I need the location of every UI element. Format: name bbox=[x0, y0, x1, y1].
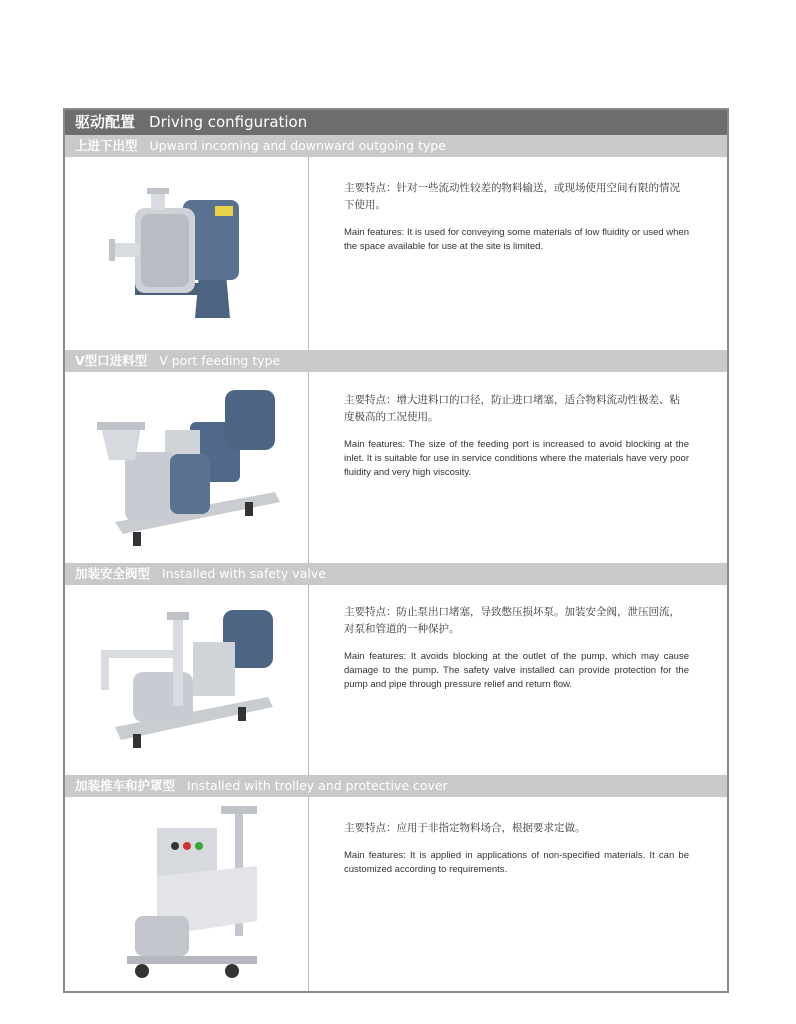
section-header-upward-downward bbox=[65, 135, 727, 157]
section-title-cn: V型口进料型 bbox=[75, 353, 148, 368]
description-en: Main features: It is used for conveying some materials of low fluidity or used when the space available for use at the site is limited. bbox=[344, 227, 689, 252]
pump-upward-downward-image bbox=[105, 188, 245, 327]
section-title-en: V port feeding type bbox=[159, 353, 281, 368]
pump-v-port-image bbox=[95, 382, 285, 556]
section-header-trolley-cover bbox=[65, 775, 727, 797]
pump-safety-valve-image bbox=[93, 602, 283, 766]
section-title-en: Installed with trolley and protective cover bbox=[187, 778, 448, 793]
description-cn: 主要特点：针对一些流动性较差的物料输送，或现场使用空间有限的情况下使用。 bbox=[344, 182, 680, 211]
description-en: Main features: The size of the feeding port is increased to avoid blocking at the inlet. It is suitable for use in service conditions where the materials have very poor fluidity and very high viscosity. bbox=[344, 439, 689, 478]
section-title-en: Upward incoming and downward outgoing type bbox=[149, 138, 446, 153]
pump-trolley-image bbox=[117, 806, 267, 990]
section-header-v-port bbox=[65, 350, 727, 372]
description-cn: 主要特点：防止泵出口堵塞，导致憋压损坏泵。加装安全阀，泄压回流，对泵和管道的一种保护。 bbox=[344, 606, 680, 635]
column-divider bbox=[308, 585, 309, 775]
section-title-cn: 加装安全阀型 bbox=[75, 566, 151, 581]
page-title bbox=[65, 110, 727, 135]
section-title-cn: 上进下出型 bbox=[75, 138, 138, 153]
driving-configuration-panel bbox=[63, 108, 729, 993]
description-cn: 主要特点：应用于非指定物料场合，根据要求定做。 bbox=[344, 822, 586, 834]
section-description bbox=[344, 604, 689, 692]
section-description bbox=[344, 392, 689, 480]
description-en: Main features: It avoids blocking at the outlet of the pump, which may cause damage to the pump. The safety valve installed can provide protection for the pump and pipe through pressure relief and return flow. bbox=[344, 651, 689, 690]
section-title-en: Installed with safety valve bbox=[162, 566, 326, 581]
section-header-safety-valve bbox=[65, 563, 727, 585]
section-description bbox=[344, 820, 689, 877]
page-title-en: Driving configuration bbox=[149, 113, 308, 131]
section-title-cn: 加装推车和护罩型 bbox=[75, 778, 176, 793]
description-cn: 主要特点：增大进料口的口径，防止进口堵塞，适合物料流动性极差、粘度极高的工况使用。 bbox=[344, 394, 680, 423]
column-divider bbox=[308, 157, 309, 350]
page-title-cn: 驱动配置 bbox=[75, 113, 136, 131]
column-divider bbox=[308, 372, 309, 563]
column-divider bbox=[308, 797, 309, 991]
section-description bbox=[344, 180, 689, 254]
description-en: Main features: It is applied in applications of non-specified materials. It can be customized according to requirements. bbox=[344, 850, 689, 875]
